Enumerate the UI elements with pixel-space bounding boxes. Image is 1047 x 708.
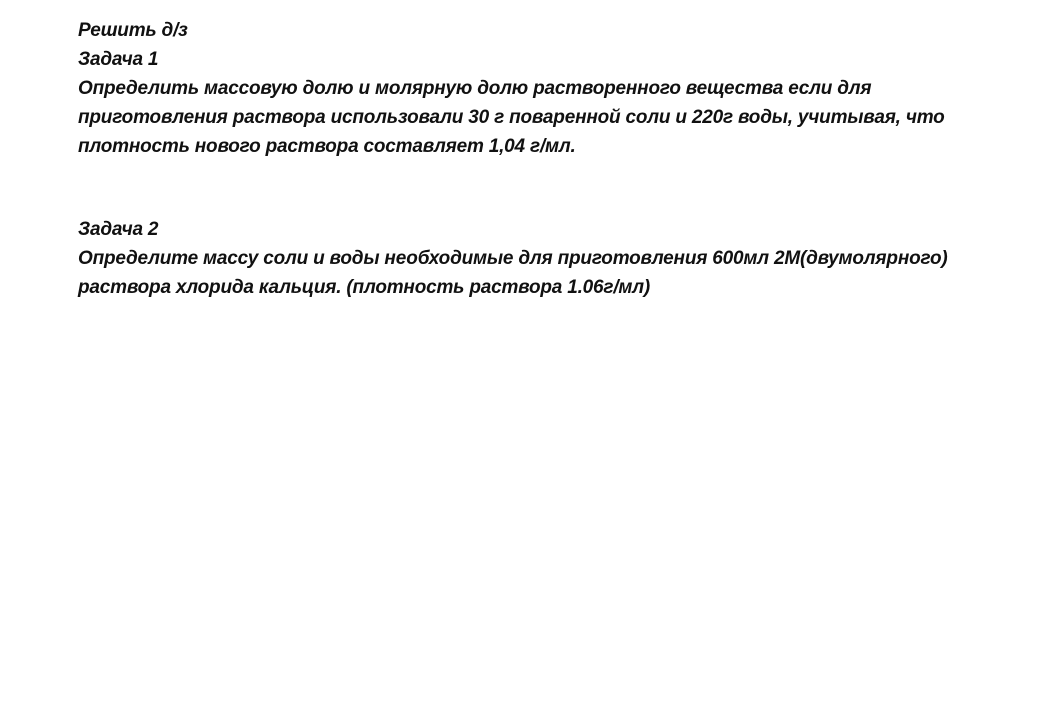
page-title: Решить д/з (78, 20, 188, 41)
task-1-heading: Задача 1 (78, 49, 159, 70)
task-2-heading: Задача 2 (78, 219, 159, 240)
task-1-text-line: приготовления раствора использовали 30 г поваренной соли и 220г воды, учитывая, что (78, 107, 945, 128)
task-1-text-line: плотность нового раствора составляет 1,04 г/мл. (78, 136, 576, 157)
task-2-text-line: Определите массу соли и воды необходимые для приготовления 600мл 2М(двумолярного) (78, 248, 948, 269)
document-body (78, 16, 1023, 302)
task-2 (78, 215, 1023, 302)
task-2-text-line: раствора хлорида кальция. (плотность раствора 1.06г/мл) (78, 277, 651, 298)
task-1-text-line: Определить массовую долю и молярную долю растворенного вещества если для (78, 78, 872, 99)
task-1 (78, 45, 1023, 161)
section-spacer (78, 161, 1023, 215)
